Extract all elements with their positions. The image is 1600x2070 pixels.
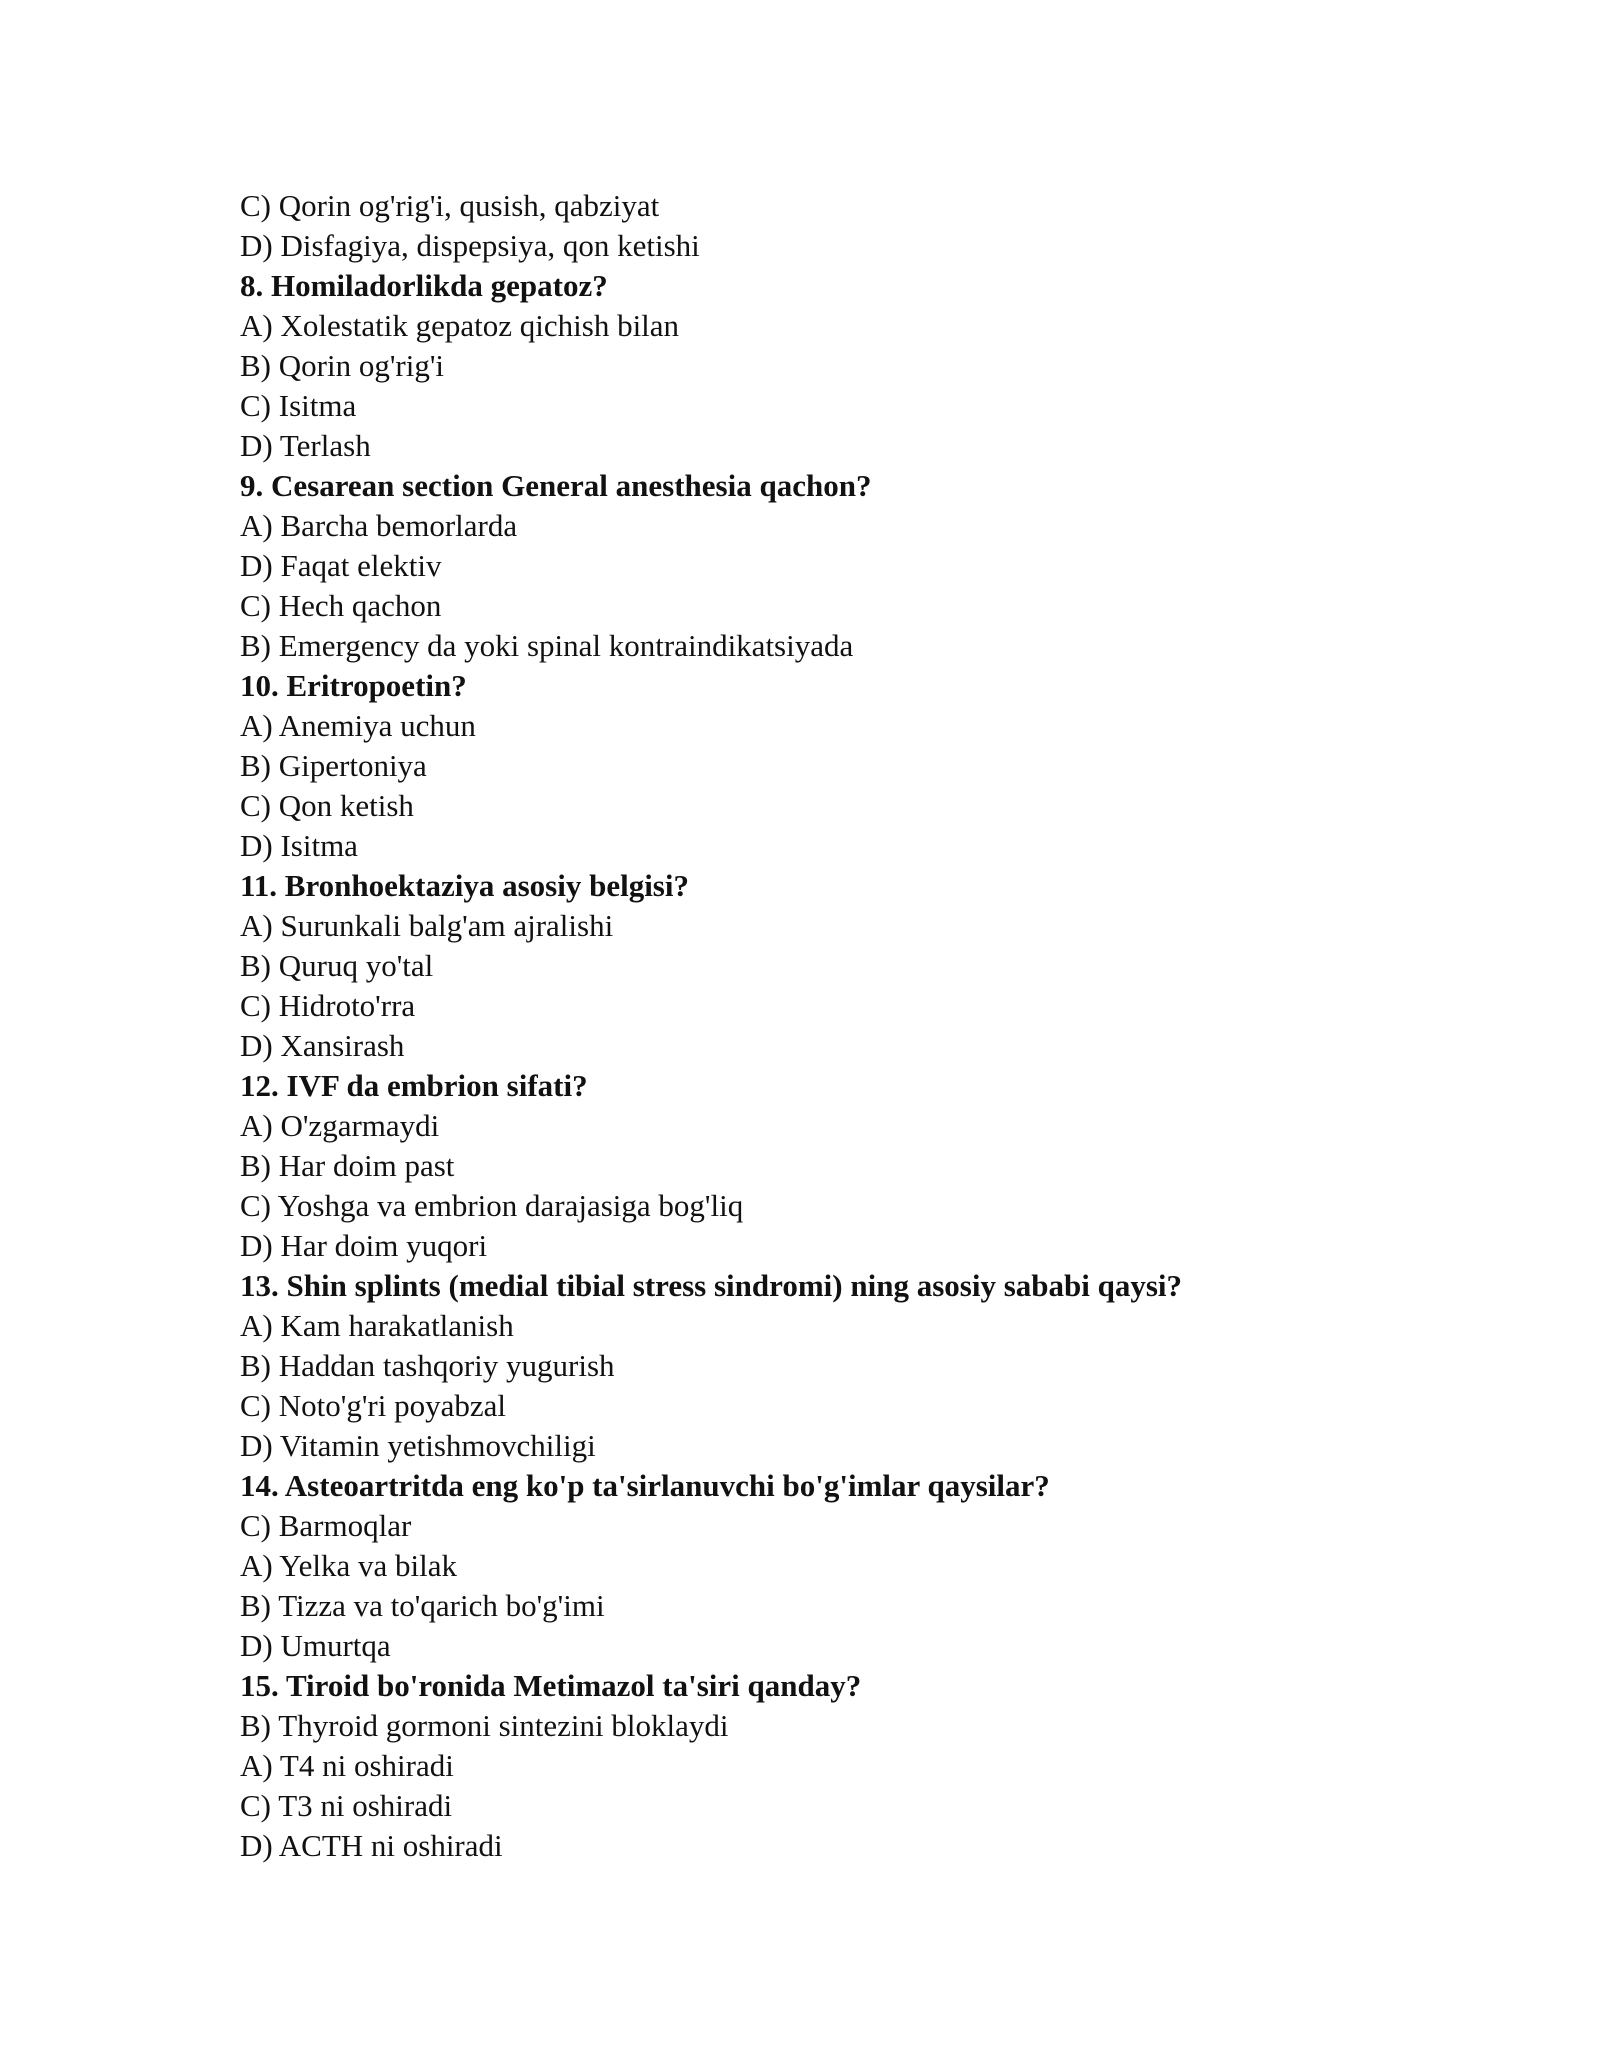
- answer-option: A) Barcha bemorlarda: [240, 508, 518, 543]
- answer-option: C) Isitma: [240, 388, 357, 423]
- question-heading: 8. Homiladorlikda gepatoz?: [240, 268, 608, 303]
- answer-option: D) ACTH ni oshiradi: [240, 1828, 503, 1863]
- answer-option: B) Quruq yo'tal: [240, 948, 434, 983]
- answer-option: D) Umurtqa: [240, 1628, 391, 1663]
- question-heading: 11. Bronhoektaziya asosiy belgisi?: [240, 868, 689, 903]
- answer-option: A) Yelka va bilak: [240, 1548, 457, 1583]
- answer-option: C) Hech qachon: [240, 588, 442, 623]
- answer-option: D) Har doim yuqori: [240, 1228, 488, 1263]
- question-heading: 15. Tiroid bo'ronida Metimazol ta'siri qanday?: [240, 1668, 862, 1703]
- question-heading: 12. IVF da embrion sifati?: [240, 1068, 588, 1103]
- answer-option: A) T4 ni oshiradi: [240, 1748, 454, 1783]
- answer-option: A) Anemiya uchun: [240, 708, 476, 743]
- answer-option: B) Qorin og'rig'i: [240, 348, 445, 383]
- answer-option: C) Noto'g'ri poyabzal: [240, 1388, 506, 1423]
- answer-option: B) Har doim past: [240, 1148, 455, 1183]
- answer-option: D) Terlash: [240, 428, 371, 463]
- document-page: [240, 186, 1440, 1866]
- answer-option: B) Gipertoniya: [240, 748, 427, 783]
- answer-option: A) O'zgarmaydi: [240, 1108, 440, 1143]
- answer-option: C) Qon ketish: [240, 788, 414, 823]
- question-heading: 10. Eritropoetin?: [240, 668, 467, 703]
- answer-option: B) Emergency da yoki spinal kontraindikatsiyada: [240, 628, 854, 663]
- answer-option: A) Surunkali balg'am ajralishi: [240, 908, 614, 943]
- answer-option: C) Hidroto'rra: [240, 988, 416, 1023]
- answer-option: A) Xolestatik gepatoz qichish bilan: [240, 308, 680, 343]
- question-heading: 9. Cesarean section General anesthesia qachon?: [240, 468, 872, 503]
- answer-option: D) Disfagiya, dispepsiya, qon ketishi: [240, 228, 700, 263]
- answer-option: D) Isitma: [240, 828, 358, 863]
- answer-option: A) Kam harakatlanish: [240, 1308, 514, 1343]
- answer-option: C) T3 ni oshiradi: [240, 1788, 453, 1823]
- answer-option: D) Faqat elektiv: [240, 548, 442, 583]
- answer-option: D) Xansirash: [240, 1028, 405, 1063]
- question-heading: 13. Shin splints (medial tibial stress sindromi) ning asosiy sababi qaysi?: [240, 1268, 1183, 1303]
- answer-option: B) Haddan tashqoriy yugurish: [240, 1348, 615, 1383]
- answer-option: C) Barmoqlar: [240, 1508, 412, 1543]
- question-heading: 14. Asteoartritda eng ko'p ta'sirlanuvchi bo'g'imlar qaysilar?: [240, 1468, 1050, 1503]
- answer-option: C) Qorin og'rig'i, qusish, qabziyat: [240, 188, 660, 223]
- answer-option: D) Vitamin yetishmovchiligi: [240, 1428, 596, 1463]
- answer-option: B) Thyroid gormoni sintezini bloklaydi: [240, 1708, 729, 1743]
- answer-option: C) Yoshga va embrion darajasiga bog'liq: [240, 1188, 744, 1223]
- answer-option: B) Tizza va to'qarich bo'g'imi: [240, 1588, 605, 1623]
